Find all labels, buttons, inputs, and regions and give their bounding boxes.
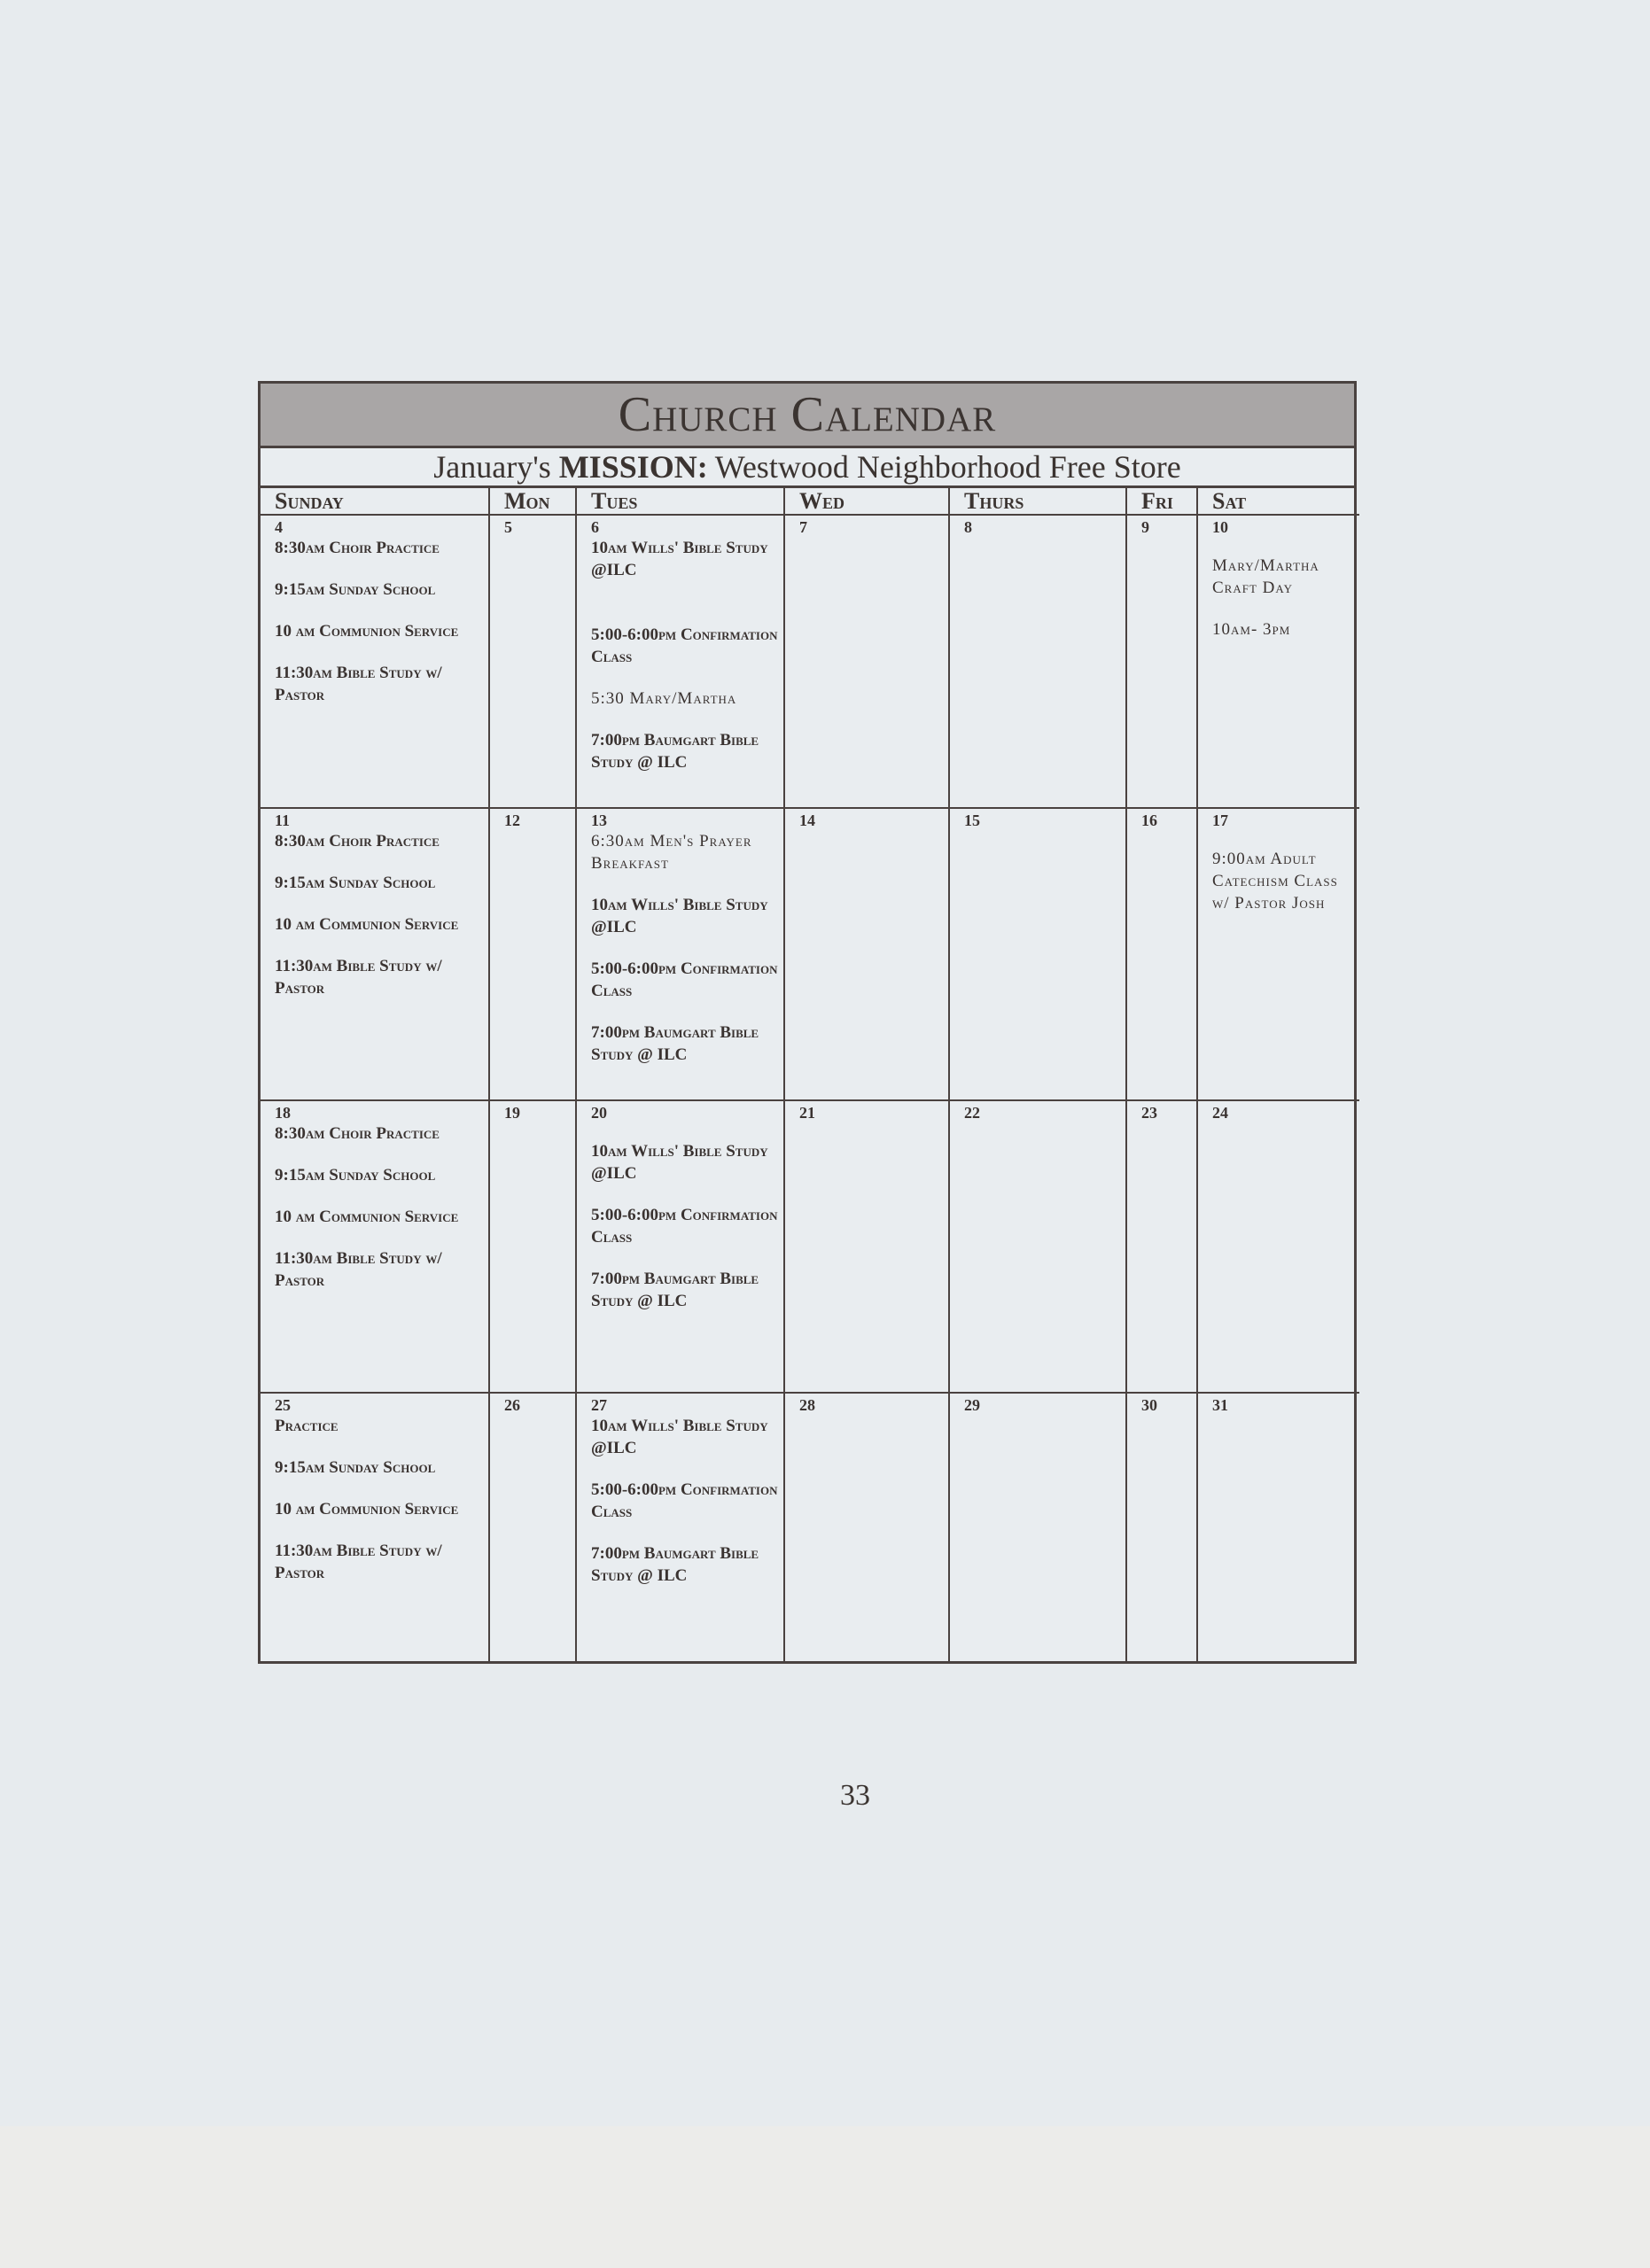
day-number: 5 [504,518,512,536]
day-cell-wednesday [784,808,949,1100]
day-number: 21 [799,1104,815,1122]
event: 11:30am Bible Study w/ Pastor [275,664,442,704]
event: 11:30am Bible Study w/ Pastor [275,1249,442,1290]
day-cell-tuesday [576,1100,784,1393]
event: 10am Wills' Bible Study @ILC [591,1142,768,1183]
event: 6:30am Men's Prayer Breakfast [591,832,752,873]
event: 7:00pm Baumgart Bible Study @ ILC [591,1544,759,1585]
event: 10am Wills' Bible Study @ILC [591,539,768,579]
event: 8:30am Choir Practice [275,1124,440,1143]
day-number: 23 [1141,1104,1157,1122]
day-cell-sunday [261,515,489,808]
day-number: 29 [964,1396,980,1414]
mission-text: Westwood Neighborhood Free Store [714,449,1181,485]
day-cell-thursday [949,1393,1126,1661]
event: 9:15am Sunday School [275,580,436,599]
day-number: 18 [275,1104,291,1122]
day-cell-wednesday [784,1100,949,1393]
event: 10am- 3pm [1212,620,1291,639]
day-cell-thursday [949,515,1126,808]
day-cell-sunday [261,1393,489,1661]
event: 10 am Communion Service [275,915,459,934]
day-cell-friday [1126,1393,1197,1661]
event: 8:30am Choir Practice [275,539,440,557]
day-number: 27 [591,1396,607,1414]
event: 5:00-6:00pm Confirmation Class [591,625,778,666]
event: 9:00am Adult Catechism Class w/ Pastor Josh [1212,850,1338,913]
day-number: 16 [1141,812,1157,829]
weekday-tuesday: Tues [576,488,784,515]
day-cell-saturday [1197,1393,1359,1661]
day-number: 24 [1212,1104,1228,1122]
weekday-wednesday: Wed [784,488,949,515]
day-cell-sunday [261,808,489,1100]
event: 10 am Communion Service [275,1500,459,1518]
event: 11:30am Bible Study w/ Pastor [275,1542,442,1582]
event: 7:00pm Baumgart Bible Study @ ILC [591,1270,759,1310]
day-cell-saturday [1197,1100,1359,1393]
day-cell-monday [489,515,576,808]
day-number: 10 [1212,518,1228,536]
weekday-saturday: Sat [1197,488,1359,515]
day-number: 6 [591,518,599,536]
day-cell-sunday [261,1100,489,1393]
day-number: 7 [799,518,807,536]
week-row [261,1100,1359,1393]
day-cell-wednesday [784,1393,949,1661]
event: 5:30 Mary/Martha [591,689,737,708]
event: Practice [275,1417,339,1435]
day-number: 15 [964,812,980,829]
event: 5:00-6:00pm Confirmation Class [591,1480,778,1521]
day-number: 4 [275,518,283,536]
day-cell-monday [489,1393,576,1661]
day-cell-thursday [949,808,1126,1100]
event: 5:00-6:00pm Confirmation Class [591,1206,778,1247]
week-row [261,1393,1359,1661]
weekday-sunday: Sunday [261,488,489,515]
day-number: 19 [504,1104,520,1122]
day-number: 9 [1141,518,1149,536]
day-number: 22 [964,1104,980,1122]
day-number: 13 [591,812,607,829]
event: 9:15am Sunday School [275,874,436,892]
weekday-thursday: Thurs [949,488,1126,515]
day-cell-tuesday [576,515,784,808]
day-number: 11 [275,812,291,829]
day-number: 30 [1141,1396,1157,1414]
scan-background-strip [0,2126,1650,2268]
event: 10am Wills' Bible Study @ILC [591,1417,768,1457]
day-cell-friday [1126,515,1197,808]
event: 8:30am Choir Practice [275,832,440,850]
event: Mary/Martha Craft Day [1212,556,1319,597]
weekday-friday: Fri [1126,488,1197,515]
day-cell-saturday [1197,808,1359,1100]
day-cell-tuesday [576,1393,784,1661]
page-number: 33 [840,1779,870,1812]
event: 10 am Communion Service [275,622,459,641]
day-cell-monday [489,1100,576,1393]
mission-key: MISSION: [558,449,708,485]
day-number: 17 [1212,812,1228,829]
day-number: 31 [1212,1396,1228,1414]
day-cell-monday [489,808,576,1100]
event: 10 am Communion Service [275,1208,459,1226]
day-cell-wednesday [784,515,949,808]
day-number: 25 [275,1396,291,1414]
event: 10am Wills' Bible Study @ILC [591,896,768,936]
day-cell-friday [1126,1100,1197,1393]
mission-line [261,448,1354,488]
day-number: 12 [504,812,520,829]
day-number: 26 [504,1396,520,1414]
day-cell-thursday [949,1100,1126,1393]
day-number: 20 [591,1104,607,1122]
weekday-header-row [261,488,1359,515]
day-number: 14 [799,812,815,829]
church-calendar [258,381,1357,1664]
day-cell-tuesday [576,808,784,1100]
event: 9:15am Sunday School [275,1166,436,1184]
calendar-title: Church Calendar [261,384,1354,448]
event: 7:00pm Baumgart Bible Study @ ILC [591,731,759,772]
event: 5:00-6:00pm Confirmation Class [591,959,778,1000]
weekday-monday: Mon [489,488,576,515]
calendar-grid [261,488,1359,1661]
day-cell-saturday [1197,515,1359,808]
day-number: 8 [964,518,972,536]
event: 11:30am Bible Study w/ Pastor [275,957,442,998]
event: 9:15am Sunday School [275,1458,436,1477]
event: 7:00pm Baumgart Bible Study @ ILC [591,1023,759,1064]
day-number: 28 [799,1396,815,1414]
week-row [261,515,1359,808]
week-row [261,808,1359,1100]
day-cell-friday [1126,808,1197,1100]
mission-prefix: January's [433,449,551,485]
